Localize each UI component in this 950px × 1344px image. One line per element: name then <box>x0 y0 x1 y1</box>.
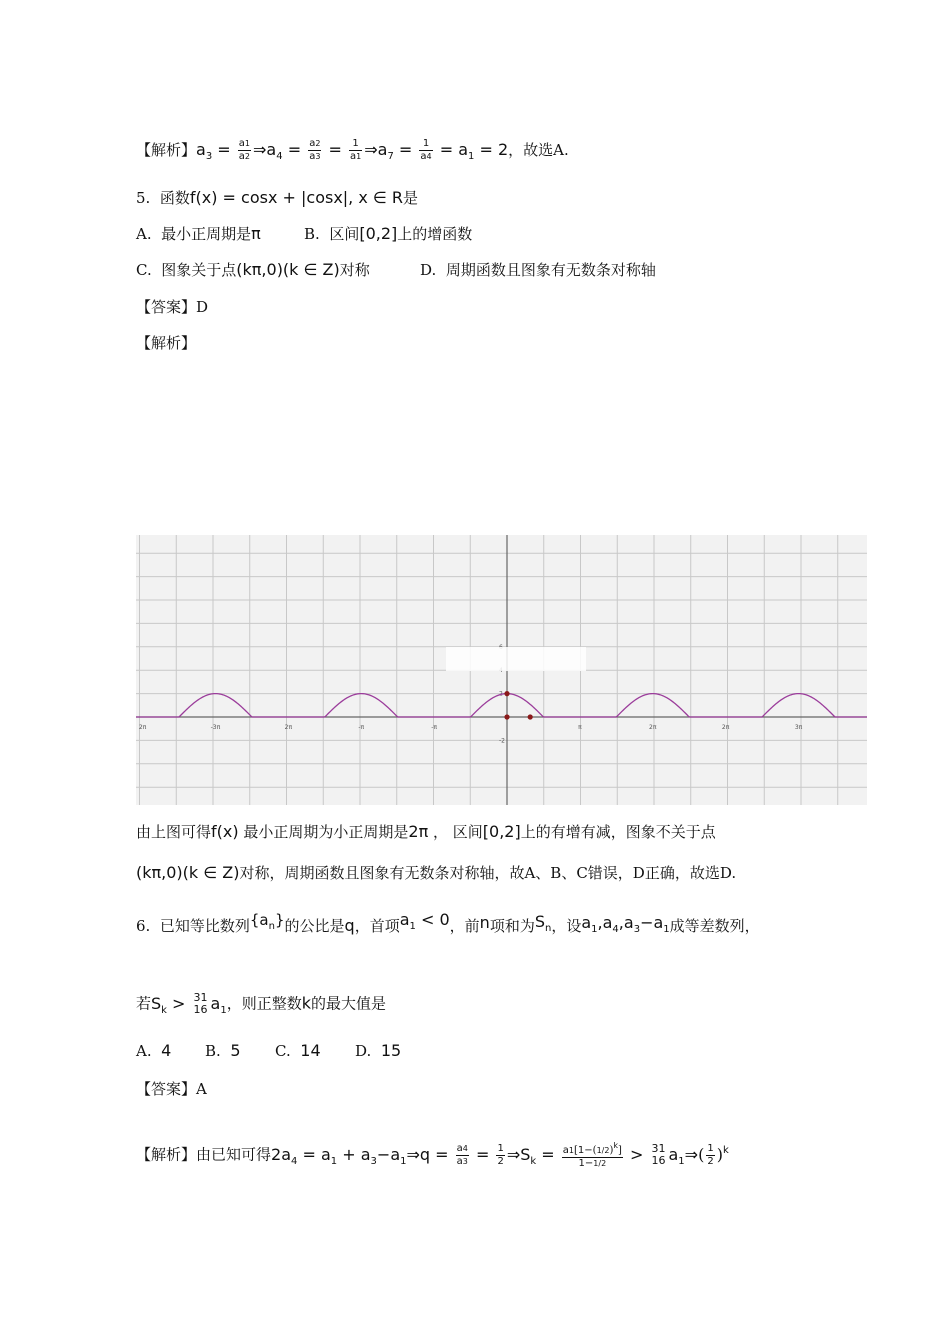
y-tick-label: 2 <box>499 690 503 698</box>
option-label: D. <box>355 1042 372 1060</box>
option-label: D. <box>420 261 437 279</box>
q5-option-b <box>304 224 472 244</box>
explain-text: 上的有增有减，图象不关于点 <box>520 823 716 841</box>
q5-option-a <box>136 224 261 244</box>
graph-label-box <box>446 647 586 671</box>
q5-explain-line2 <box>136 863 736 883</box>
x-tick-label: -3π <box>210 724 221 731</box>
answer-tag: 【答案】 <box>136 298 197 316</box>
q5-stem-suffix: 是 <box>403 189 419 207</box>
stem-text: 已知等比数列 <box>159 917 250 935</box>
q5-answer <box>136 297 208 317</box>
x-tick-label: -π <box>358 724 365 731</box>
answer-value: D <box>196 298 209 316</box>
q5-stem <box>136 188 418 208</box>
sequence-notation: $\{a_n\}$ <box>249 911 285 932</box>
option-math: [0,2] <box>359 224 398 243</box>
x-tick-label: 2π <box>721 724 730 731</box>
explain-text: 由上图可得 <box>136 823 212 841</box>
explain-text: 最小正周期为小正周期是 <box>243 823 409 841</box>
q5-stem-formula: f(x) = cosx + |cosx|, x ∈ R <box>189 188 404 207</box>
q4-analysis-line <box>136 138 569 167</box>
x-tick-label: -π <box>431 724 438 731</box>
stem-text: 的最大值是 <box>311 994 387 1013</box>
explain-math: [0,2] <box>482 822 521 841</box>
option-math: π <box>251 224 261 243</box>
stem-text: 的公比是 <box>284 917 345 935</box>
option-text: 最小正周期是 <box>161 225 252 243</box>
stem-text: ，则正整数 <box>226 994 302 1013</box>
sum-notation: $S_n$ <box>534 912 552 934</box>
option-math: 5 <box>230 1041 241 1060</box>
q6-option-d <box>355 1041 401 1061</box>
x-tick-label: 3π <box>794 724 803 731</box>
option-label: C. <box>275 1042 291 1060</box>
q6-option-a <box>136 1041 171 1061</box>
stem-text: 成等差数列， <box>669 917 760 935</box>
q5-stem-prefix: 函数 <box>159 189 190 207</box>
option-label: B. <box>304 225 320 243</box>
q6-stem-line1 <box>136 910 760 940</box>
y-tick-label: -2 <box>499 737 505 745</box>
q6-option-b <box>205 1041 241 1061</box>
explain-text: ， 区间 <box>433 823 483 841</box>
graph-point <box>504 691 509 696</box>
option-math: 4 <box>161 1041 172 1060</box>
stem-math: k <box>301 993 312 1013</box>
terms-list: $a_1,a_4,a_3-a_1$ <box>581 913 670 935</box>
option-text: 周期函数且图象有无数条对称轴 <box>445 261 656 279</box>
option-label: B. <box>205 1042 221 1060</box>
graph-point <box>528 714 533 719</box>
analysis-formula: $2a_4 = a_1$ + $a_3-a_1\Rightarrow q$ = $\frac{a4}{a3}$ = $\frac{1}{2}$ $\Rightarrow S_k$ = $\frac{a1[1-(1/2)^k]}{1-1/2}$ > 31 16 $a_1\Rightarrow$( $\frac{1}{2}$ )$^k$ <box>271 1141 729 1169</box>
question-number: 5. <box>136 189 151 207</box>
q6-stem-line2 <box>136 992 386 1021</box>
function-graph <box>136 535 867 805</box>
stem-text: ，设 <box>551 917 582 935</box>
stem-text: ，首项 <box>354 917 400 935</box>
x-tick-label: 2π <box>138 724 147 731</box>
q6-analysis-line <box>136 1140 729 1172</box>
explain-math: f(x) <box>211 822 239 841</box>
x-tick-label: π <box>578 724 582 731</box>
inequality: $S_k$ > 31 16 $a_1$ <box>151 991 227 1016</box>
stem-text: ，前 <box>449 917 480 935</box>
analysis-tag: 【解析】 <box>136 141 197 159</box>
question-number: 6. <box>136 917 151 935</box>
analysis-tag: 【解析】 <box>136 1145 197 1164</box>
stem-math: q <box>344 916 355 935</box>
option-text: 上的增函数 <box>397 225 473 243</box>
option-math: 15 <box>380 1041 402 1060</box>
explain-text: 对称，周期函数且图象有无数条对称轴，故A、B、C错误，D正确，故选D. <box>239 864 737 882</box>
explain-math: (kπ,0)(k ∈ Z) <box>136 863 240 882</box>
stem-text: 若 <box>136 994 152 1013</box>
q5-explain-line1 <box>136 822 716 842</box>
explain-math: 2π <box>408 822 429 841</box>
option-label: A. <box>136 1042 152 1060</box>
answer-tag: 【答案】 <box>136 1080 197 1098</box>
answer-value: A <box>196 1080 207 1098</box>
option-label: C. <box>136 261 152 279</box>
q6-answer <box>136 1079 207 1099</box>
option-text: 对称 <box>339 261 370 279</box>
graph-point <box>504 714 509 719</box>
q5-option-d <box>420 260 656 280</box>
q4-tail: ，故选A. <box>508 141 569 159</box>
q4-formula: $a_3$ = $\frac{a1}{a2}$ $\Rightarrow a_4$ = $\frac{a2}{a3}$ = $\frac{1}{a1}$ $\Rightarrow a_7$ = $\frac{1}{a4}$ = $a_1 = 2$ <box>196 138 509 162</box>
x-tick-label: 2π <box>649 724 657 731</box>
q6-option-c <box>275 1041 321 1061</box>
option-math: (kπ,0)(k ∈ Z) <box>236 260 340 279</box>
first-term-condition: $a_1 < 0$ <box>399 910 450 932</box>
x-tick-label: 2π <box>284 724 293 731</box>
option-text: 区间 <box>329 225 360 243</box>
option-math: 14 <box>300 1041 321 1060</box>
stem-math: n <box>479 913 490 932</box>
option-label: A. <box>136 225 152 243</box>
q5-option-c <box>136 260 370 280</box>
option-text: 图象关于点 <box>161 261 237 279</box>
analysis-text: 由已知可得 <box>196 1145 272 1164</box>
stem-text: 项和为 <box>489 917 535 935</box>
q5-analysis-tag: 【解析】 <box>136 334 197 352</box>
